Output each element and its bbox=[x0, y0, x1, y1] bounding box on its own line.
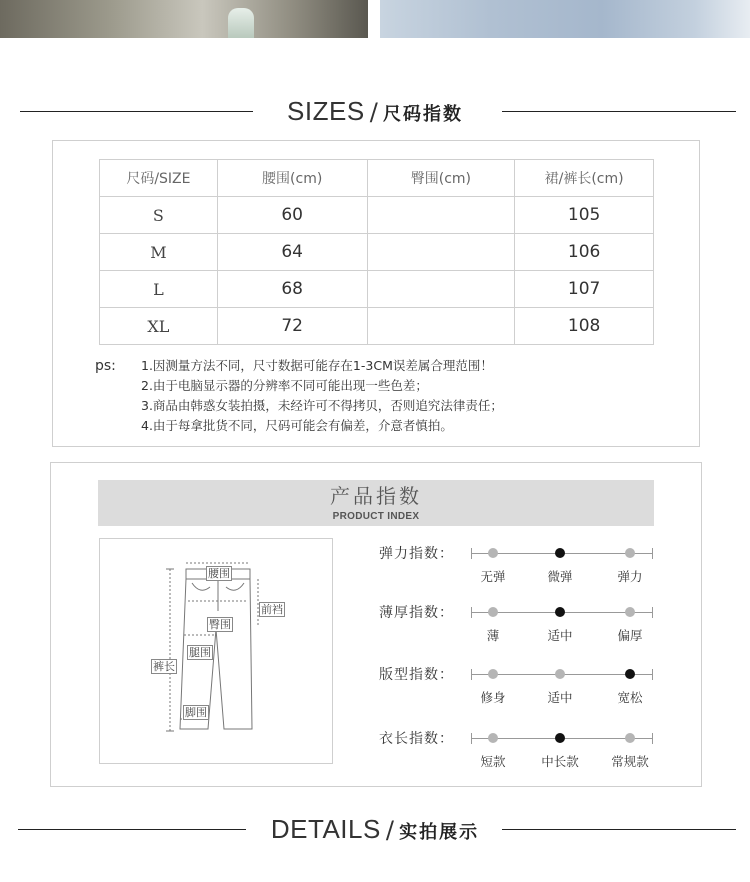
column-header-waist: 腰围(cm) bbox=[217, 160, 367, 197]
table-row bbox=[100, 234, 654, 271]
details-title-en: DETAILS bbox=[270, 814, 381, 844]
product-index-title-en: PRODUCT INDEX bbox=[332, 511, 420, 522]
rating-option: 中长款 bbox=[541, 754, 579, 769]
rating-option: 薄 bbox=[486, 628, 500, 643]
table-row bbox=[100, 197, 654, 234]
rating-option: 适中 bbox=[547, 628, 573, 643]
sizes-section-header bbox=[0, 93, 750, 129]
waist-cell: 60 bbox=[217, 197, 367, 234]
hem-label: 脚围 bbox=[185, 706, 207, 719]
bottle-shape bbox=[228, 8, 254, 38]
details-title-separator: / bbox=[385, 816, 395, 844]
size-table-header-row bbox=[100, 160, 654, 197]
rating-label: 弹力指数： bbox=[379, 546, 454, 562]
size-table bbox=[99, 159, 654, 345]
hip-label: 臀围 bbox=[209, 618, 231, 631]
length-label: 裤长 bbox=[153, 660, 175, 673]
rating-option: 宽松 bbox=[617, 690, 643, 705]
size-chart-box bbox=[52, 140, 700, 447]
elasticity-rating bbox=[379, 543, 679, 589]
rating-dot bbox=[625, 669, 635, 679]
column-header-hip: 臀围(cm) bbox=[367, 160, 515, 197]
hip-cell bbox=[367, 197, 515, 234]
rating-dot bbox=[488, 548, 498, 558]
product-index-banner bbox=[98, 480, 654, 526]
hip-cell bbox=[367, 308, 515, 345]
rating-dot bbox=[488, 733, 498, 743]
rating-dot bbox=[488, 669, 498, 679]
length-cell: 107 bbox=[515, 271, 654, 308]
notes-list bbox=[141, 356, 503, 436]
size-cell: XL bbox=[100, 308, 218, 345]
note-item: 3.商品由韩惑女装拍摄，未经许可不得拷贝，否则追究法律责任； bbox=[141, 398, 503, 413]
hip-cell bbox=[367, 234, 515, 271]
waist-cell: 64 bbox=[217, 234, 367, 271]
sizes-title-separator: / bbox=[369, 98, 378, 126]
rating-option: 短款 bbox=[480, 754, 506, 769]
size-cell: L bbox=[100, 271, 218, 308]
product-index-box bbox=[50, 462, 702, 787]
rating-dot bbox=[555, 733, 565, 743]
rating-option: 偏厚 bbox=[617, 628, 643, 643]
waist-cell: 68 bbox=[217, 271, 367, 308]
rating-dot bbox=[555, 548, 565, 558]
front-rise-label: 前裆 bbox=[261, 603, 283, 616]
length-rating bbox=[379, 728, 679, 774]
rating-option: 微弹 bbox=[547, 569, 573, 584]
sizes-title-en: SIZES bbox=[287, 96, 365, 126]
rating-dot bbox=[555, 669, 565, 679]
sizes-title-cn: 尺码指数 bbox=[382, 104, 463, 125]
rating-dot bbox=[555, 607, 565, 617]
notes-prefix: ps: bbox=[95, 358, 116, 374]
size-cell: M bbox=[100, 234, 218, 271]
rating-option: 弹力 bbox=[617, 569, 643, 584]
rating-dot bbox=[625, 548, 635, 558]
rating-option: 无弹 bbox=[480, 569, 506, 584]
length-cell: 106 bbox=[515, 234, 654, 271]
length-cell: 108 bbox=[515, 308, 654, 345]
fit-rating bbox=[379, 664, 679, 710]
top-photo-strip bbox=[0, 0, 750, 38]
waist-label: 腰围 bbox=[208, 567, 230, 580]
pants-measurement-diagram bbox=[99, 538, 333, 764]
rating-option: 常规款 bbox=[611, 754, 649, 769]
product-photo-left bbox=[0, 0, 368, 38]
thigh-label: 腿围 bbox=[189, 646, 211, 659]
note-item: 2.由于电脑显示器的分辨率不同可能出现一些色差； bbox=[141, 378, 428, 393]
note-item: 4.由于每拿批货不同，尺码可能会有偏差，介意者慎拍。 bbox=[141, 418, 453, 433]
hip-cell bbox=[367, 271, 515, 308]
column-header-size: 尺码/SIZE bbox=[100, 160, 218, 197]
rating-label: 衣长指数： bbox=[379, 731, 454, 747]
column-header-length: 裙/裤长(cm) bbox=[515, 160, 654, 197]
rating-dot bbox=[625, 607, 635, 617]
details-title-cn: 实拍展示 bbox=[399, 822, 480, 843]
table-row bbox=[100, 308, 654, 345]
rating-dot bbox=[488, 607, 498, 617]
size-cell: S bbox=[100, 197, 218, 234]
rating-dot bbox=[625, 733, 635, 743]
product-photo-right bbox=[380, 0, 750, 38]
length-cell: 105 bbox=[515, 197, 654, 234]
thickness-rating bbox=[379, 602, 679, 648]
details-section-header bbox=[0, 811, 750, 847]
rating-option: 修身 bbox=[480, 690, 506, 705]
rating-option: 适中 bbox=[547, 690, 573, 705]
table-row bbox=[100, 271, 654, 308]
rating-label: 薄厚指数： bbox=[379, 605, 454, 621]
product-index-title-cn: 产品指数 bbox=[330, 484, 422, 508]
rating-label: 版型指数： bbox=[379, 667, 454, 683]
note-item: 1.因测量方法不同，尺寸数据可能存在1-3CM误差属合理范围！ bbox=[141, 358, 493, 373]
waist-cell: 72 bbox=[217, 308, 367, 345]
